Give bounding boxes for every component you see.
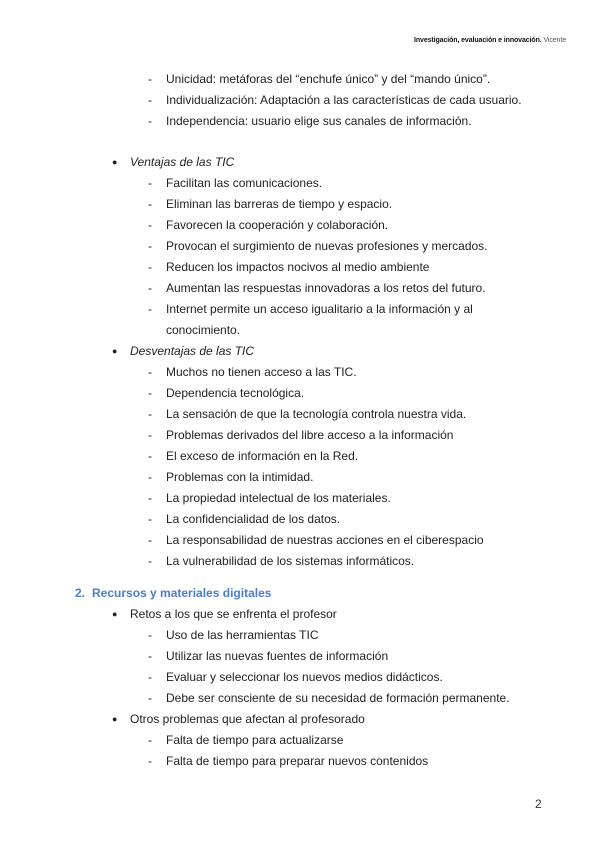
list-item: - Provocan el surgimiento de nuevas profesiones y mercados. [0,236,600,257]
dash-icon: - [148,407,152,421]
bullet-icon: ● [112,714,118,724]
list-item: - Internet permite un acceso igualitario a la información y al [0,299,600,320]
list-item: - Facilitan las comunicaciones. [0,173,600,194]
list-item: - Aumentan las respuestas innovadoras a los retos del futuro. [0,278,600,299]
dash-icon: - [148,733,152,747]
list-item: - Problemas derivados del libre acceso a la información [0,425,600,446]
dash-icon: - [148,554,152,568]
dash-icon: - [148,691,152,705]
dash-icon: - [148,512,152,526]
dash-icon: - [148,386,152,400]
page-header [414,37,566,44]
list-item: - Individualización: Adaptación a las características de cada usuario. [0,90,600,111]
dash-icon: - [148,72,152,86]
list-item: - Dependencia tecnológica. [0,383,600,404]
otros-heading: ● Otros problemas que afectan al profesorado [0,709,600,730]
list-item: - Utilizar las nuevas fuentes de información [0,646,600,667]
document-body [0,69,600,772]
list-item: - Uso de las herramientas TIC [0,625,600,646]
list-item: - Eliminan las barreras de tiempo y espacio. [0,194,600,215]
page-number: 2 [535,797,542,811]
dash-icon: - [148,176,152,190]
list-item: - La vulnerabilidad de los sistemas informáticos. [0,551,600,572]
dash-icon: - [148,197,152,211]
dash-icon: - [148,239,152,253]
bullet-icon: ● [112,609,118,619]
desventajas-heading: ● Desventajas de las TIC [0,341,600,362]
dash-icon: - [148,428,152,442]
dash-icon: - [148,470,152,484]
retos-heading: ● Retos a los que se enfrenta el profesor [0,604,600,625]
dash-icon: - [148,754,152,768]
dash-icon: - [148,365,152,379]
dash-icon: - [148,449,152,463]
list-item: - La confidencialidad de los datos. [0,509,600,530]
list-item: - La propiedad intelectual de los materiales. [0,488,600,509]
list-item: - Evaluar y seleccionar los nuevos medios didácticos. [0,667,600,688]
list-item: - La responsabilidad de nuestras acciones en el ciberespacio [0,530,600,551]
list-item: - Unicidad: metáforas del “enchufe único” y del “mando único”. [0,69,600,90]
list-item: - Problemas con la intimidad. [0,467,600,488]
dash-icon: - [148,533,152,547]
list-item: - La sensación de que la tecnología controla nuestra vida. [0,404,600,425]
dash-icon: - [148,491,152,505]
list-item: - Muchos no tienen acceso a las TIC. [0,362,600,383]
list-item: - Favorecen la cooperación y colaboración. [0,215,600,236]
list-item-continuation: conocimiento. [166,323,241,337]
dash-icon: - [148,281,152,295]
ventajas-heading: ● Ventajas de las TIC [0,152,600,173]
dash-icon: - [148,670,152,684]
dash-icon: - [148,302,152,316]
list-item: - Reducen los impactos nocivos al medio ambiente [0,257,600,278]
bullet-icon: ● [112,157,118,167]
list-item: - Falta de tiempo para preparar nuevos contenidos [0,751,600,772]
list-item: - Debe ser consciente de su necesidad de formación permanente. [0,688,600,709]
dash-icon: - [148,628,152,642]
header-title: Investigación, evaluación e innovación. [414,37,542,44]
list-item: - El exceso de información en la Red. [0,446,600,467]
dash-icon: - [148,93,152,107]
list-item: - Falta de tiempo para actualizarse [0,730,600,751]
dash-icon: - [148,114,152,128]
dash-icon: - [148,649,152,663]
section-number: 2. [75,586,86,600]
header-author: Vicente [543,37,566,44]
dash-icon: - [148,260,152,274]
list-item: - Independencia: usuario elige sus canales de información. [0,111,600,132]
bullet-icon: ● [112,346,118,356]
dash-icon: - [148,218,152,232]
section-title: Recursos y materiales digitales [92,586,272,600]
section-heading [0,583,600,604]
